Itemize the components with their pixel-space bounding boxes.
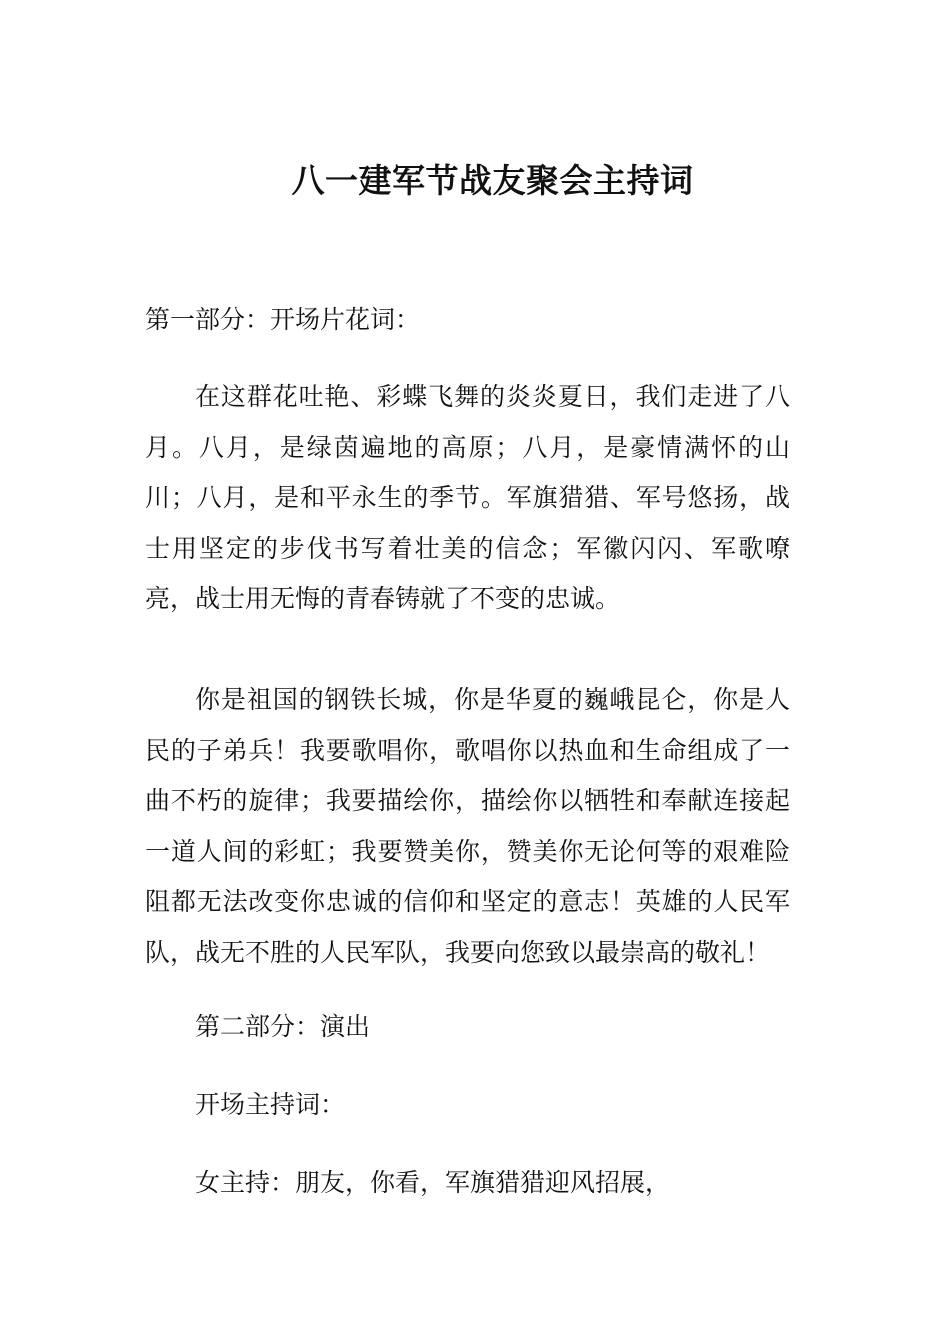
paragraph-tribute: 你是祖国的钢铁长城，你是华夏的巍峨昆仑，你是人民的子弟兵！我要歌唱你，歌唱你以热血和生命组成了一曲不朽的旋律；我要描绘你，描绘你以牺牲和奉献连接起一道人间的彩虹；我要赞美你，赞美你无论何等的艰难险阻都无法改变你忠诚的信仰和坚定的意志！英雄的人民军队，战无不胜的人民军队，我要向您致以最崇高的敬礼！ — [145, 685, 790, 967]
document-title: 八一建军节战友聚会主持词 — [291, 161, 694, 200]
section-one-heading: 第一部分：开场片花词： — [145, 305, 421, 334]
female-host-line: 女主持：朋友，你看，军旗猎猎迎风招展， — [195, 1168, 671, 1197]
section-two-heading: 第二部分：演出 — [195, 1012, 371, 1041]
paragraph-opening-prelude: 在这群花吐艳、彩蝶飞舞的炎炎夏日，我们走进了八月。八月，是绿茵遍地的高原；八月，是豪情满怀的山川；八月，是和平永生的季节。军旗猎猎、军号悠扬，战士用坚定的步伐书写着壮美的信念；军徽闪闪、军歌嘹亮，战士用无悔的青春铸就了不变的忠诚。 — [145, 382, 790, 613]
opening-host-heading: 开场主持词： — [195, 1090, 346, 1119]
